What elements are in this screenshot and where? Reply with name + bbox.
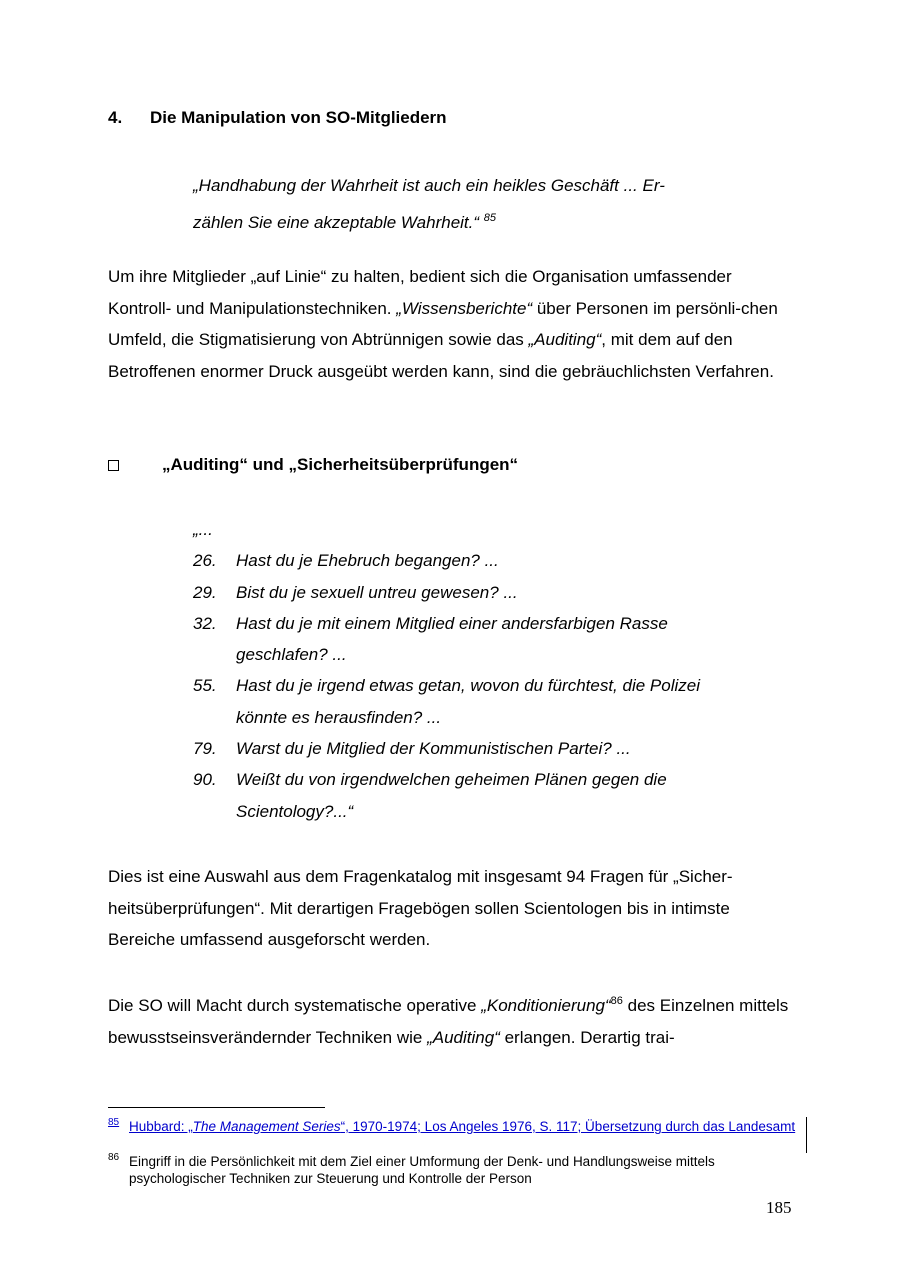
question-item xyxy=(193,764,723,827)
paragraph-conditioning-text-2: des Einzelnen mittels bewusstseinsverändernder Techniken wie xyxy=(108,996,789,1047)
question-number: 32. xyxy=(193,613,217,633)
footnote-separator xyxy=(108,1107,325,1108)
question-item xyxy=(193,733,723,764)
bullet-heading xyxy=(108,455,518,475)
question-number: 79. xyxy=(193,739,217,759)
question-number: 90. xyxy=(193,770,217,790)
paragraph-catalog: Dies ist eine Auswahl aus dem Fragenkatalog mit insgesamt 94 Fragen für „Sicher-heitsüberprüfungen“. Mit derartigen Fragebögen sollen Scientologen bis in intimste Bereiche umfassend ausgeforscht werden. xyxy=(108,867,733,949)
change-bar xyxy=(806,1117,807,1153)
footnote-85-link[interactable] xyxy=(129,1118,798,1135)
section-heading xyxy=(108,108,447,128)
bullet-heading-text: „Auditing“ und „Sicherheitsüberprüfungen“ xyxy=(162,455,519,474)
section-number: 4. xyxy=(108,108,123,127)
paragraph-intro xyxy=(108,261,798,387)
term-wissensberichte: „Wissensberichte“ xyxy=(396,298,533,318)
question-item xyxy=(193,577,723,608)
term-auditing: „Auditing“ xyxy=(427,1027,500,1047)
question-list-opening: „... xyxy=(193,520,213,539)
epigraph-quote xyxy=(193,170,713,239)
question-text: Hast du je Ehebruch begangen? ... xyxy=(236,551,499,571)
question-item xyxy=(193,608,723,671)
footnote-85 xyxy=(108,1118,798,1135)
question-text: Bist du je sexuell untreu gewesen? ... xyxy=(236,582,518,602)
term-auditing: „Auditing“ xyxy=(528,330,602,349)
question-number: 26. xyxy=(193,551,217,571)
section-title: Die Manipulation von SO-Mitgliedern xyxy=(150,108,447,127)
footnote-86 xyxy=(108,1153,798,1187)
paragraph-conditioning-text-1: Die SO will Macht durch systematische operative xyxy=(108,996,482,1015)
epigraph-line-1: „Handhabung der Wahrheit ist auch ein heikles Geschäft ... Er- xyxy=(193,176,665,195)
question-text: Hast du je mit einem Mitglied einer andersfarbigen Rasse geschlafen? ... xyxy=(236,613,668,665)
footnote-86-text: Eingriff in die Persönlichkeit mit dem Ziel einer Umformung der Denk- und Handlungsweise mittels psychologischer Techniken zur Steuerung und Kontrolle der Person xyxy=(129,1154,715,1186)
question-number: 29. xyxy=(193,582,217,602)
question-item xyxy=(193,670,723,733)
footnote-mark-85[interactable]: 85 xyxy=(108,1117,120,1128)
paragraph-intro-text-1: Um ihre Mitglieder „auf Linie“ zu halten, bedient sich die Organisation umfassender Kontroll- und Manipulationstechniken. xyxy=(108,267,732,318)
footnote-ref-85[interactable]: 85 xyxy=(483,212,497,224)
question-item xyxy=(193,545,723,576)
footnote-85-title: The Management Series xyxy=(192,1119,341,1134)
paragraph-conditioning xyxy=(108,986,798,1053)
paragraph-intro-text-3: , mit dem auf den Betroffenen enormer Druck ausgeübt werden kann, sind die gebräuchlichsten Verfahren. xyxy=(108,330,774,381)
footnote-mark-86: 86 xyxy=(108,1152,120,1163)
epigraph-line-2: zählen Sie eine akzeptable Wahrheit.“ xyxy=(193,213,480,232)
checkbox-bullet-icon xyxy=(108,460,119,471)
footnote-85-prefix: Hubbard: „ xyxy=(129,1119,193,1134)
question-text: Warst du je Mitglied der Kommunistischen Partei? ... xyxy=(236,739,631,759)
paragraph-intro-text-2: über Personen im persönli-chen Umfeld, die Stigmatisierung von Abtrünnigen sowie das xyxy=(108,298,778,349)
question-text: Hast du je irgend etwas getan, wovon du fürchtest, die Polizei könnte es herausfinden? ... xyxy=(236,676,700,727)
question-text: Weißt du von irgendwelchen geheimen Plänen gegen die Scientology?...“ xyxy=(236,770,667,821)
footnote-ref-86[interactable]: 86 xyxy=(610,995,623,1007)
term-konditionierung: „Konditionierung“ xyxy=(481,996,611,1015)
question-list xyxy=(193,514,723,827)
footnote-85-rest: “, 1970-1974; Los Angeles 1976, S. 117; Übersetzung durch das Landesamt xyxy=(340,1119,796,1134)
paragraph-conditioning-text-3: erlangen. Derartig trai- xyxy=(499,1027,675,1047)
page-number: 185 xyxy=(766,1198,792,1217)
question-number: 55. xyxy=(193,676,217,696)
